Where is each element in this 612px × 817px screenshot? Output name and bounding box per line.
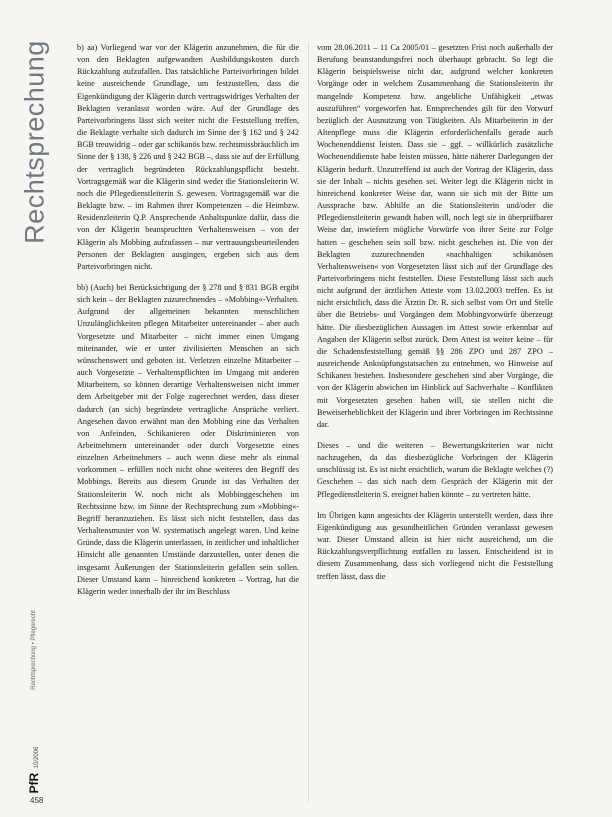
page-number: 458 [30, 796, 44, 805]
side-note [22, 560, 46, 740]
journal-block [22, 742, 46, 798]
column-divider [308, 42, 309, 802]
journal-logo-line [25, 747, 43, 794]
left-column [77, 42, 299, 607]
journal-logo: PfR [27, 772, 41, 794]
issue-label: 10/2006 [34, 746, 40, 769]
right-column [317, 42, 553, 592]
paragraph: Dieses – und die weiteren – Bewertungskriterien war nicht nachzugehen, da das diesbezügliche Vorbringen der Klägerin unschlüssig ist. Es ist nicht ersichtlich, warum die Beklagte welches (?) Geschehen – das sich nach dem Gespräch der Klägerin mit der Pflegedienstleiterin S. ereignet haben könnte – zu vertreten hätte. [317, 441, 553, 499]
paragraph: vom 28.06.2011 – 11 Ca 2005/01 – gesetzten Frist noch außerhalb der Berufung beanstandungsfrei noch überhaupt gebracht. So legt die Klägerin beispielsweise nicht dar, aufgrund welcher konkreten Vorgänge oder in welchem Zusammenhang die Stationsleiterin ihr mangelnde Kompetenz bzw. angebliche Unfähigkeit „etwas auszuführen“ vorgeworfen hat. Entsprechendes gilt für den Vorwurf bezüglich der Ausnutzung von Tätigkeiten. Als Mitarbeiterin in der Altenpflege muss die Klägerin erforderlichenfalls gerade auch Wochenenddienst leisten. Dass sie – ggf. – willkürlich zusätzliche Wochenenddienste habe leisten müssen, hätte näherer Darlegungen der Klägerin bedurft. Unzutreffend ist auch der Vortrag der Klägerin, dass sie der Inhalt – nichts gesehen sei. Weiter legt die Klägerin nicht in hinreichend konkreter Weise dar, wann sie sich mit der Bitte um Aussprache bzw. Abhilfe an die Stationsleiterin und/oder die Pflegedienstleiterin gewandt haben will, noch legt sie in überprüfbarer Weise dar, inwiefern mögliche Vorwürfe von ihrer Seite zur Folge hatten – geschehen sein soll bzw. nicht geschehen ist. Die von der Beklagten zuzurechnenden »nachhaltigen schikanösen Verhaltensweisen« von Vorgesetzten lässt sich auf der Grundlage des Parteivorbringens nicht feststellen. Diese Feststellung lässt sich auch nicht aufgrund der ärztlichen Atteste vom 13.02.2003 treffen. Es ist nicht ersichtlich, dass die Ärztin Dr. R. sich selbst vom Ort und Stelle über die Betriebs- und Vorgängen dem Mobbingvorwürfe überzeugt hätte. Die diesbezüglichen Aussagen im Attest sowie erkennbar auf Angaben der Klägerin selbst zurück. Dem Attest ist weiter keine – für die Schadensfeststellung gemäß §§ 286 ZPO und 287 ZPO – ausreichende Anknüpfungstatsachen zu entnehmen, wo Hinweise auf Schikanen bestehen. Insbesondere geschehen sind aber Vorgänge, die von der Klägerin abwichen im Hinblick auf Sachverhalte – Konflikten mit Vorgesetzten gesehen haben will, sie stellen nicht die Beweiserheblichkeit der Klägerin und ihrer Vorbringen im Rechtssinne dar. [317, 43, 553, 429]
paragraph: b) aa) Vorliegend war vor der Klägerin anzunehmen, die für die von den Beklagten aufgewandten Ausbildungskosten durch Rückzahlung aufzufallen. Das tatsächliche Parteivorbringen bildet keine ausreichende Grundlage, um festzustellen, dass die Eigenkündigung der Klägerin durch vertragswidriges Verhalten der Beklagten veranlasst worden wäre. Auf der Grundlage des Parteivorbringens lässt sich weiter nicht die Feststellung treffen, die Beklagte verhalte sich dadurch im Sinne der § 162 und § 242 BGB treuwidrig – oder gar schikanös bzw. rechtsmissbräuchlich im Sinne der § 138, § 226 und § 242 BGB –, dass sie auf der Erfüllung der vertraglich begründeten Rückzahlungspflicht besteht. Vortragsgemäß war die Klägerin sind weder die Stationsleiterin W. noch die Pflegedienstleiterin S. gewesen. Vortragsgemäß war die Beklagte bzw. – im Rahmen ihrer Kompetenzen – die Heimbzw. Residenzleiterin Q.P. Ansprechende Anhaltspunkte dafür, dass die von der Klägerin beanspruchten Verhaltensweisen – von der Klägerin als Mobbing aufzufassen – nur vertrauungsbeurteilenden Personen der Beklagten ausgingen, ergeben sich aus dem Parteivorbringen nicht. [77, 43, 299, 271]
side-note-text: Rechtsprechung • Pflegerecht [31, 610, 37, 690]
paragraph: Im Übrigen kann angesichts der Klägerin unterstellt werden, dass ihre Eigenkündigung aus gesundheitlichen Gründen veranlasst gewesen war. Dieser Umstand allein ist hier nicht ausreichend, um die Rückzahlungsverpflichtung entfallen zu lassen. Entscheidend ist in diesem Zusammenhang, dass sich vorliegend nicht die Feststellung treffen lässt, dass die [317, 510, 553, 581]
section-title-text: Rechtsprechung [19, 40, 50, 244]
section-title [14, 22, 56, 262]
paragraph: bb) (Auch) bei Berücksichtigung der § 278 und § 831 BGB ergibt sich kein – der Beklagten zuzurechnendes – »Mobbing«-Verhalten. Aufgrund der allgemeinen bekannten menschlichen Unzulänglichkeiten pflegen Mitarbeiter untereinander – aber auch Vorgesetzte und Mitarbeiter – nicht immer einen Umgang miteinander, wie er unter zivilisierten Menschen an sich wünschenswert und geboten ist. Verletzen einzelne Mitarbeiter – auch Vorgesetzte – Verhaltenspflichten im Umgang mit anderen Mitarbeitern, so können derartige Verhaltensweisen nicht immer dem Arbeitgeber mit der Folge zugerechnet werden, dass dieser dadurch (an sich) begründete vertragliche Ansprüche verliert. Angesehen davon erwähnt man den Mobbing eine das Verhalten von Anfeinden, Schikanieren oder Diskriminieren von Arbeitnehmern untereinander oder durch Vorgesetzte eines einzelnen Arbeitnehmers – auch wenn diese mehr als einmal vorkommen – erfüllen noch nicht ohne weiteres den Begriff des Mobbings. Bereits aus diesem Grunde ist das Verhalten der Stationsleiterin W. noch nicht als Mobbinggeschehen im Rechtssinne bzw. im Sinne der Rechtsprechung zum »Mobbing«-Begriff heranzuziehen. Es lässt sich nicht feststellen, dass das Verhaltensmuster von W. systematisch angelegt waren. Und keine Gründe, dass die Klägerin unterlassen, in zeitlicher und inhaltlicher Hinsicht alle genannten Umstände darzustellen, unter denen die insgesamt Äußerungen der Stationsleiterin gefallen sein sollen. Dieser Umstand kann – hinreichend konkreten – Vortrag, hat die Klägerin weder innerhalb der ihr im Beschluss [77, 282, 299, 596]
